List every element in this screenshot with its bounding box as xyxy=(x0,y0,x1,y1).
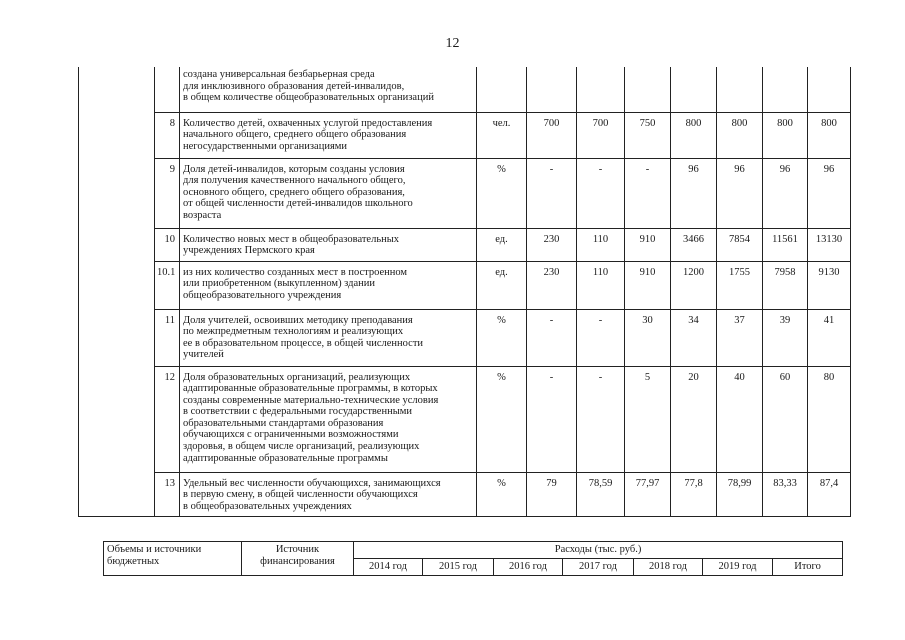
value-cell: 87,4 xyxy=(808,472,851,516)
value-cell: 13130 xyxy=(808,228,851,261)
value-cell: 77,97 xyxy=(625,472,671,516)
year-header: 2015 год xyxy=(423,559,494,576)
value-cell: - xyxy=(625,158,671,228)
value-cell: 230 xyxy=(527,228,577,261)
value-cell: 750 xyxy=(625,112,671,158)
value-cell: 30 xyxy=(625,309,671,366)
value-cell: 78,59 xyxy=(577,472,625,516)
value-cell: 11561 xyxy=(763,228,808,261)
value-cell: - xyxy=(527,309,577,366)
indicator-description: Удельный вес численности обучающихся, занимающихся в первую смену, в общей численности обучающихся в общеобразовательных учреждениях xyxy=(180,472,477,516)
value-cell: 96 xyxy=(717,158,763,228)
value-cell: 79 xyxy=(527,472,577,516)
table-row xyxy=(79,158,851,228)
value-cell xyxy=(671,67,717,112)
unit-cell: % xyxy=(477,158,527,228)
unit-cell: ед. xyxy=(477,228,527,261)
expenses-header: Расходы (тыс. руб.) xyxy=(354,542,843,559)
value-cell xyxy=(717,67,763,112)
value-cell: 230 xyxy=(527,261,577,309)
value-cell: 77,8 xyxy=(671,472,717,516)
value-cell: 910 xyxy=(625,261,671,309)
value-cell: 1755 xyxy=(717,261,763,309)
value-cell: 910 xyxy=(625,228,671,261)
year-header: 2017 год xyxy=(563,559,634,576)
row-number: 10 xyxy=(155,228,180,261)
table-row xyxy=(79,472,851,516)
value-cell: 39 xyxy=(763,309,808,366)
unit-cell xyxy=(477,67,527,112)
row-number: 9 xyxy=(155,158,180,228)
value-cell: 78,99 xyxy=(717,472,763,516)
value-cell: 7854 xyxy=(717,228,763,261)
value-cell xyxy=(625,67,671,112)
year-header: 2016 год xyxy=(494,559,563,576)
row-number: 10.1 xyxy=(155,261,180,309)
indicator-description: из них количество созданных мест в построенном или приобретенном (выкупленном) здании общеобразовательного учреждения xyxy=(180,261,477,309)
value-cell xyxy=(527,67,577,112)
unit-cell: чел. xyxy=(477,112,527,158)
value-cell: 7958 xyxy=(763,261,808,309)
value-cell: 110 xyxy=(577,261,625,309)
row-number: 13 xyxy=(155,472,180,516)
indicator-description: Количество новых мест в общеобразовательных учреждениях Пермского края xyxy=(180,228,477,261)
value-cell: 700 xyxy=(527,112,577,158)
unit-cell: % xyxy=(477,366,527,472)
value-cell: 800 xyxy=(671,112,717,158)
value-cell: 96 xyxy=(671,158,717,228)
source-header: Источник финансирования xyxy=(242,542,354,576)
value-cell xyxy=(808,67,851,112)
indicator-description: создана универсальная безбарьерная среда для инклюзивного образования детей-инвалидов, в общем количестве общеобразовательных организаций xyxy=(180,67,477,112)
value-cell: 800 xyxy=(808,112,851,158)
indicator-description: Доля детей-инвалидов, которым созданы условия для получения качественного начального общего, основного общего, среднего общего образования, от общей численности детей-инвалидов школьного возраста xyxy=(180,158,477,228)
value-cell: 34 xyxy=(671,309,717,366)
table-row xyxy=(79,261,851,309)
indicators-table xyxy=(78,67,851,517)
value-cell: - xyxy=(527,366,577,472)
value-cell: - xyxy=(577,158,625,228)
total-header: Итого xyxy=(773,559,843,576)
table-row xyxy=(79,366,851,472)
year-header: 2018 год xyxy=(634,559,703,576)
value-cell: 5 xyxy=(625,366,671,472)
value-cell: 1200 xyxy=(671,261,717,309)
page-number: 12 xyxy=(445,36,460,51)
value-cell xyxy=(763,67,808,112)
row-number: 11 xyxy=(155,309,180,366)
unit-cell: % xyxy=(477,472,527,516)
value-cell xyxy=(577,67,625,112)
value-cell: - xyxy=(527,158,577,228)
left-margin-cell xyxy=(79,67,155,516)
unit-cell: % xyxy=(477,309,527,366)
value-cell: - xyxy=(577,366,625,472)
row-number xyxy=(155,67,180,112)
row-number: 12 xyxy=(155,366,180,472)
table-row xyxy=(79,309,851,366)
value-cell: 20 xyxy=(671,366,717,472)
indicator-description: Доля образовательных организаций, реализующих адаптированные образовательные программы, в которых созданы современные материально-технические условия в соответствии с федеральными государственными образовательными стандартами образования обучающихся с ограниченными возможностями здоровья, в общем числе организаций, реализующих адаптированные образовательные программы xyxy=(180,366,477,472)
indicator-description: Количество детей, охваченных услугой предоставления начального общего, среднего общего образования негосударственными организациями xyxy=(180,112,477,158)
value-cell: - xyxy=(577,309,625,366)
value-cell: 37 xyxy=(717,309,763,366)
value-cell: 800 xyxy=(717,112,763,158)
value-cell: 96 xyxy=(808,158,851,228)
year-header: 2014 год xyxy=(354,559,423,576)
table-row xyxy=(79,112,851,158)
value-cell: 80 xyxy=(808,366,851,472)
unit-cell: ед. xyxy=(477,261,527,309)
value-cell: 3466 xyxy=(671,228,717,261)
value-cell: 41 xyxy=(808,309,851,366)
table-row xyxy=(79,67,851,112)
value-cell: 60 xyxy=(763,366,808,472)
value-cell: 96 xyxy=(763,158,808,228)
budget-label: Объемы и источники бюджетных xyxy=(104,542,242,576)
value-cell: 40 xyxy=(717,366,763,472)
value-cell: 800 xyxy=(763,112,808,158)
value-cell: 700 xyxy=(577,112,625,158)
row-number: 8 xyxy=(155,112,180,158)
value-cell: 110 xyxy=(577,228,625,261)
table-row xyxy=(79,228,851,261)
year-header: 2019 год xyxy=(703,559,773,576)
value-cell: 9130 xyxy=(808,261,851,309)
indicator-description: Доля учителей, освоивших методику преподавания по межпредметным технологиям и реализующих ее в образовательном процессе, в общей численности учителей xyxy=(180,309,477,366)
value-cell: 83,33 xyxy=(763,472,808,516)
budget-table xyxy=(103,541,843,576)
